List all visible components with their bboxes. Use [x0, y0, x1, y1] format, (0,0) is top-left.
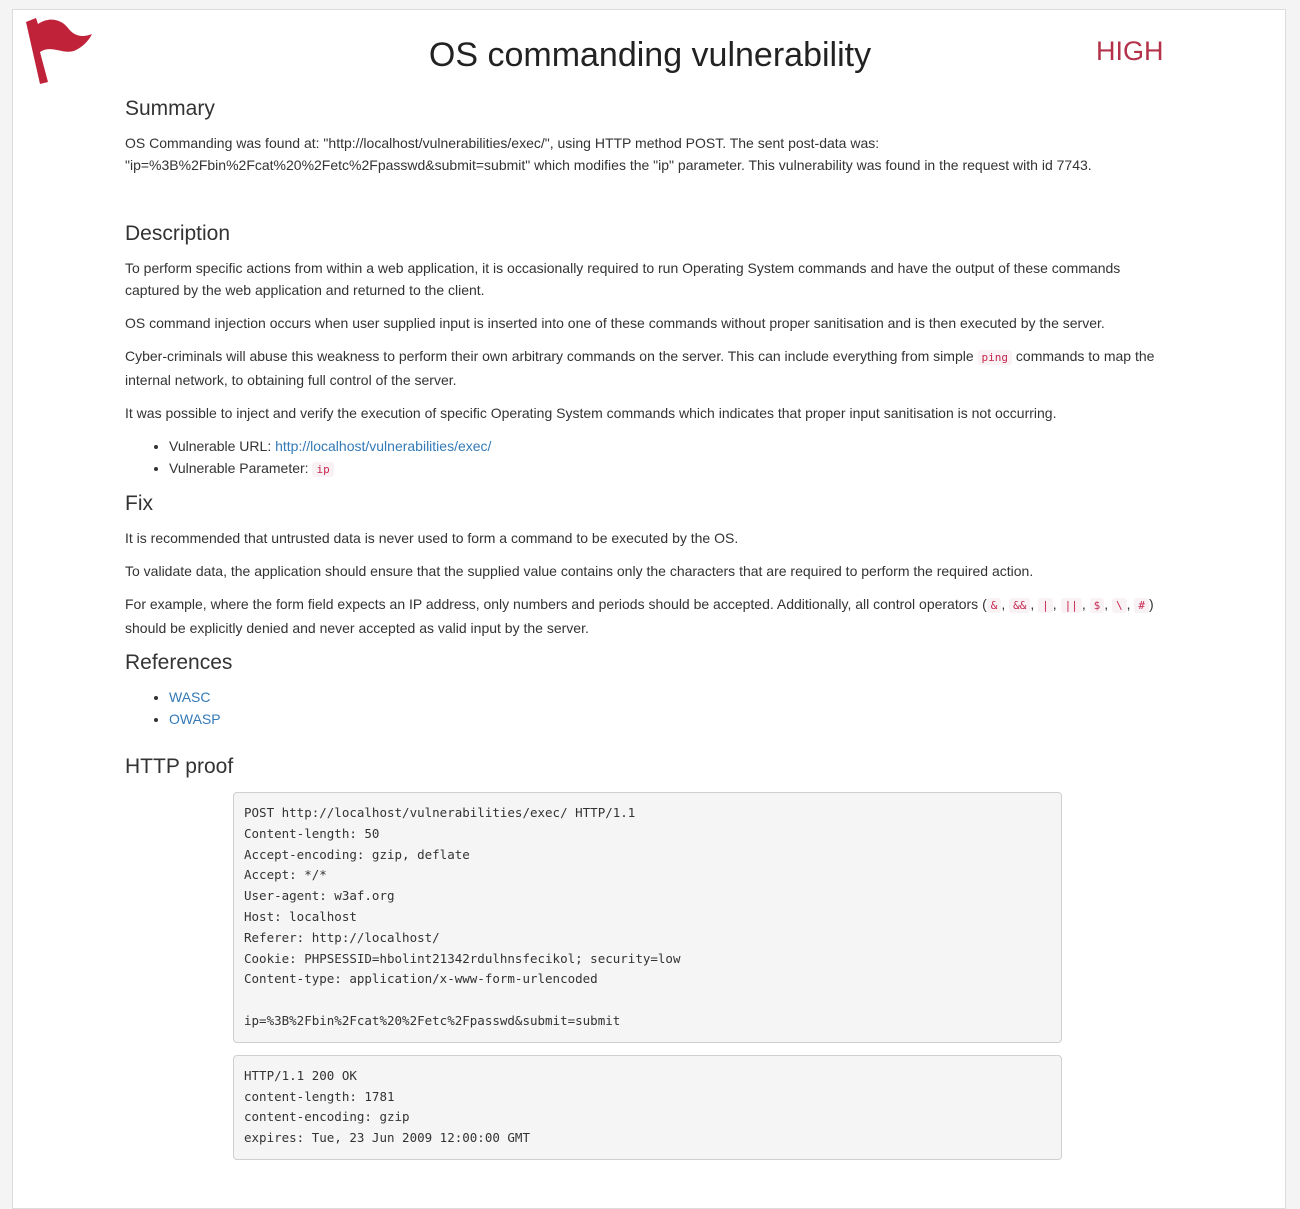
description-paragraph-2: OS command injection occurs when user supplied input is inserted into one of these commands without proper sanitisation and is then executed by the server. [125, 315, 1105, 331]
operator-code: || [1061, 598, 1082, 613]
description-paragraph-4: It was possible to inject and verify the execution of specific Operating System commands which indicates that proper input sanitisation is not occurring. [125, 405, 1057, 421]
http-proof-heading: HTTP proof [125, 755, 234, 778]
severity-badge: HIGH [1096, 36, 1164, 66]
reference-link-owasp[interactable]: OWASP [169, 711, 221, 727]
report-content [125, 96, 1165, 1172]
list-item: • Vulnerable Parameter: ip [169, 457, 1165, 481]
fix-paragraph-3: For example, where the form field expects an IP address, only numbers and periods should be accepted. Additionally, all control operators ( & , && , | , || , $ , \ , # ) should be explicitly denied and never accepted as valid input by the server. [125, 596, 1154, 636]
description-paragraph-3: Cyber-criminals will abuse this weakness to perform their own arbitrary commands on the server. This can include everything from simple ping commands to map the internal network, to obtaining full control of the server. [125, 348, 1155, 388]
http-request-block: POST http://localhost/vulnerabilities/exec/ HTTP/1.1 Content-length: 50 Accept-encoding: gzip, deflate Accept: */* User-agent: w3af.org Host: localhost Referer: http://localhost/ Cookie: PHPSESSID=hbolint21342rdulhnsfecikol; security=low Content-type: application/x-www-form-urlencoded ip=%3B%2Fbin%2Fcat%20%2Fetc%2Fpasswd&submit=submit [233, 792, 1062, 1043]
operator-code: $ [1090, 598, 1105, 613]
operator-code: && [1009, 598, 1030, 613]
fix-paragraph-2: To validate data, the application should ensure that the supplied value contains only the characters that are required to perform the required action. [125, 563, 1034, 579]
description-heading: Description [125, 222, 231, 245]
references-list [125, 686, 1165, 730]
page-title: OS commanding vulnerability [428, 36, 872, 74]
fix-heading: Fix [125, 492, 153, 515]
description-paragraph-1: To perform specific actions from within a web application, it is occasionally required to run Operating System commands and have the output of these commands captured by the web application and returned to the client. [125, 260, 1121, 298]
list-item: • Vulnerable URL: http://localhost/vulnerabilities/exec/ [169, 435, 1165, 457]
list-item [169, 686, 1165, 708]
operator-code: | [1038, 598, 1053, 613]
reference-link-wasc[interactable]: WASC [169, 689, 211, 705]
list-item [169, 708, 1165, 730]
vulnerable-details-list [125, 435, 1165, 481]
operator-code: # [1134, 598, 1149, 613]
summary-text: OS Commanding was found at: "http://localhost/vulnerabilities/exec/", using HTTP method POST. The sent post-data was: "ip=%3B%2Fbin%2Fcat%20%2Fetc%2Fpasswd&submit=submit" which modifies the "ip" parameter. This vulnerability was found in the request with id 7743. [125, 135, 1092, 173]
http-response-block: HTTP/1.1 200 OK content-length: 1781 content-encoding: gzip expires: Tue, 23 Jun 2009 12:00:00 GMT [233, 1055, 1062, 1160]
vulnerable-url-link[interactable]: http://localhost/vulnerabilities/exec/ [275, 438, 492, 454]
fix-paragraph-1: It is recommended that untrusted data is never used to form a command to be executed by the OS. [125, 530, 739, 546]
summary-heading: Summary [125, 97, 215, 120]
operator-code: \ [1112, 598, 1127, 613]
vulnerable-parameter-code: ip [312, 462, 333, 477]
references-heading: References [125, 651, 233, 674]
ping-code: ping [978, 350, 1013, 365]
operator-code: & [987, 598, 1002, 613]
